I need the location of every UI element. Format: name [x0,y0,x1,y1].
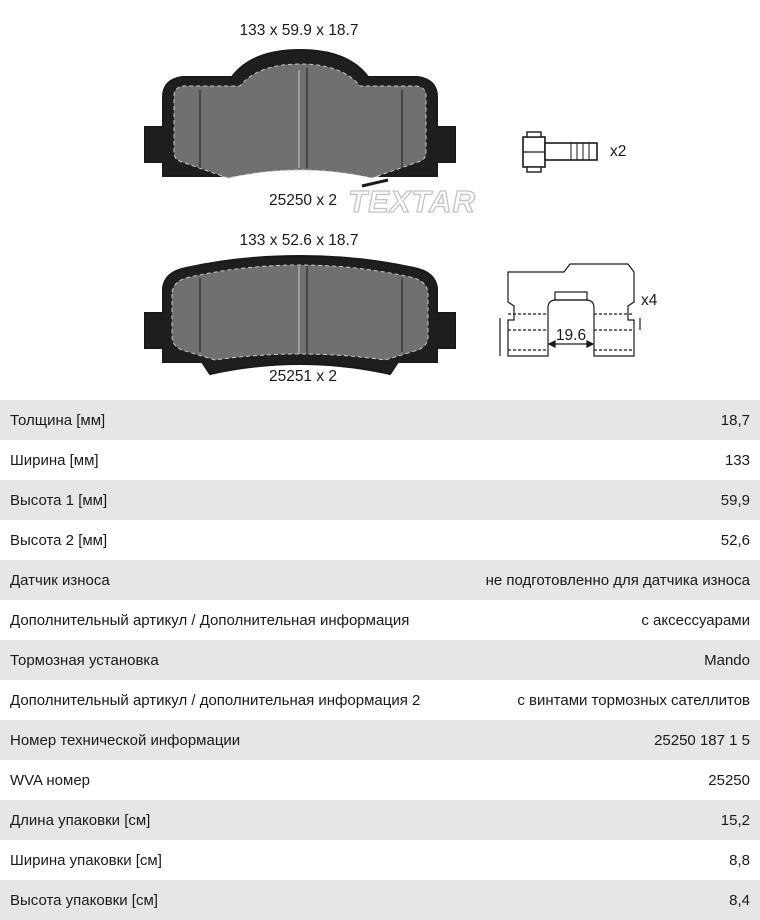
spec-label: Номер технической информации [0,720,458,760]
spec-value: 15,2 [458,800,760,840]
spec-row [0,560,760,600]
pad-top-label: 25250 x 2 [268,192,338,209]
spec-value: с аксессуарами [458,600,760,640]
spec-value: 8,8 [458,840,760,880]
spec-row [0,480,760,520]
clip-quantity: x4 [641,292,658,309]
spec-row [0,640,760,680]
spec-row [0,680,760,720]
spec-row [0,600,760,640]
brand-watermark: TEXTAR [348,184,476,219]
spec-label: Длина упаковки [см] [0,800,458,840]
spec-row [0,880,760,920]
spec-label: Ширина упаковки [см] [0,840,458,880]
specifications-table [0,400,760,920]
spec-value: 8,4 [458,880,760,920]
spec-label: Высота упаковки [см] [0,880,458,920]
spec-label: Датчик износа [0,560,458,600]
spec-label: WVA номер [0,760,458,800]
spec-value: 18,7 [458,400,760,440]
spec-value: 59,9 [458,480,760,520]
spec-row [0,440,760,480]
pad-top-dimensions: 133 x 59.9 x 18.7 [239,22,359,39]
brake-pad-top [145,50,455,186]
pad-bottom-dimensions: 133 x 52.6 x 18.7 [239,232,359,249]
bolt-quantity: x2 [610,143,627,160]
spec-row [0,400,760,440]
spec-label: Дополнительный артикул / Дополнительная информация [0,600,458,640]
spec-label: Ширина [мм] [0,440,458,480]
spec-value: 52,6 [458,520,760,560]
clip-dimension: 19.6 [555,327,587,344]
spec-label: Тормозная установка [0,640,458,680]
bolt-icon [523,132,597,172]
spec-value: 133 [458,440,760,480]
brake-pad-diagram [0,0,760,400]
spec-value: с винтами тормозных сателлитов [458,680,760,720]
spec-value: 25250 187 1 5 [458,720,760,760]
spec-row [0,760,760,800]
spec-row [0,800,760,840]
spec-row [0,520,760,560]
spec-label: Толщина [мм] [0,400,458,440]
spec-value: 25250 [458,760,760,800]
spec-label: Высота 2 [мм] [0,520,458,560]
spec-label: Высота 1 [мм] [0,480,458,520]
spec-value: Mando [458,640,760,680]
product-drawing [0,0,760,400]
spec-row [0,840,760,880]
brake-pad-bottom [145,256,455,374]
spec-value: не подготовленно для датчика износа [458,560,760,600]
spec-row [0,720,760,760]
pad-bottom-label: 25251 x 2 [268,368,338,385]
spec-label: Дополнительный артикул / дополнительная информация 2 [0,680,458,720]
